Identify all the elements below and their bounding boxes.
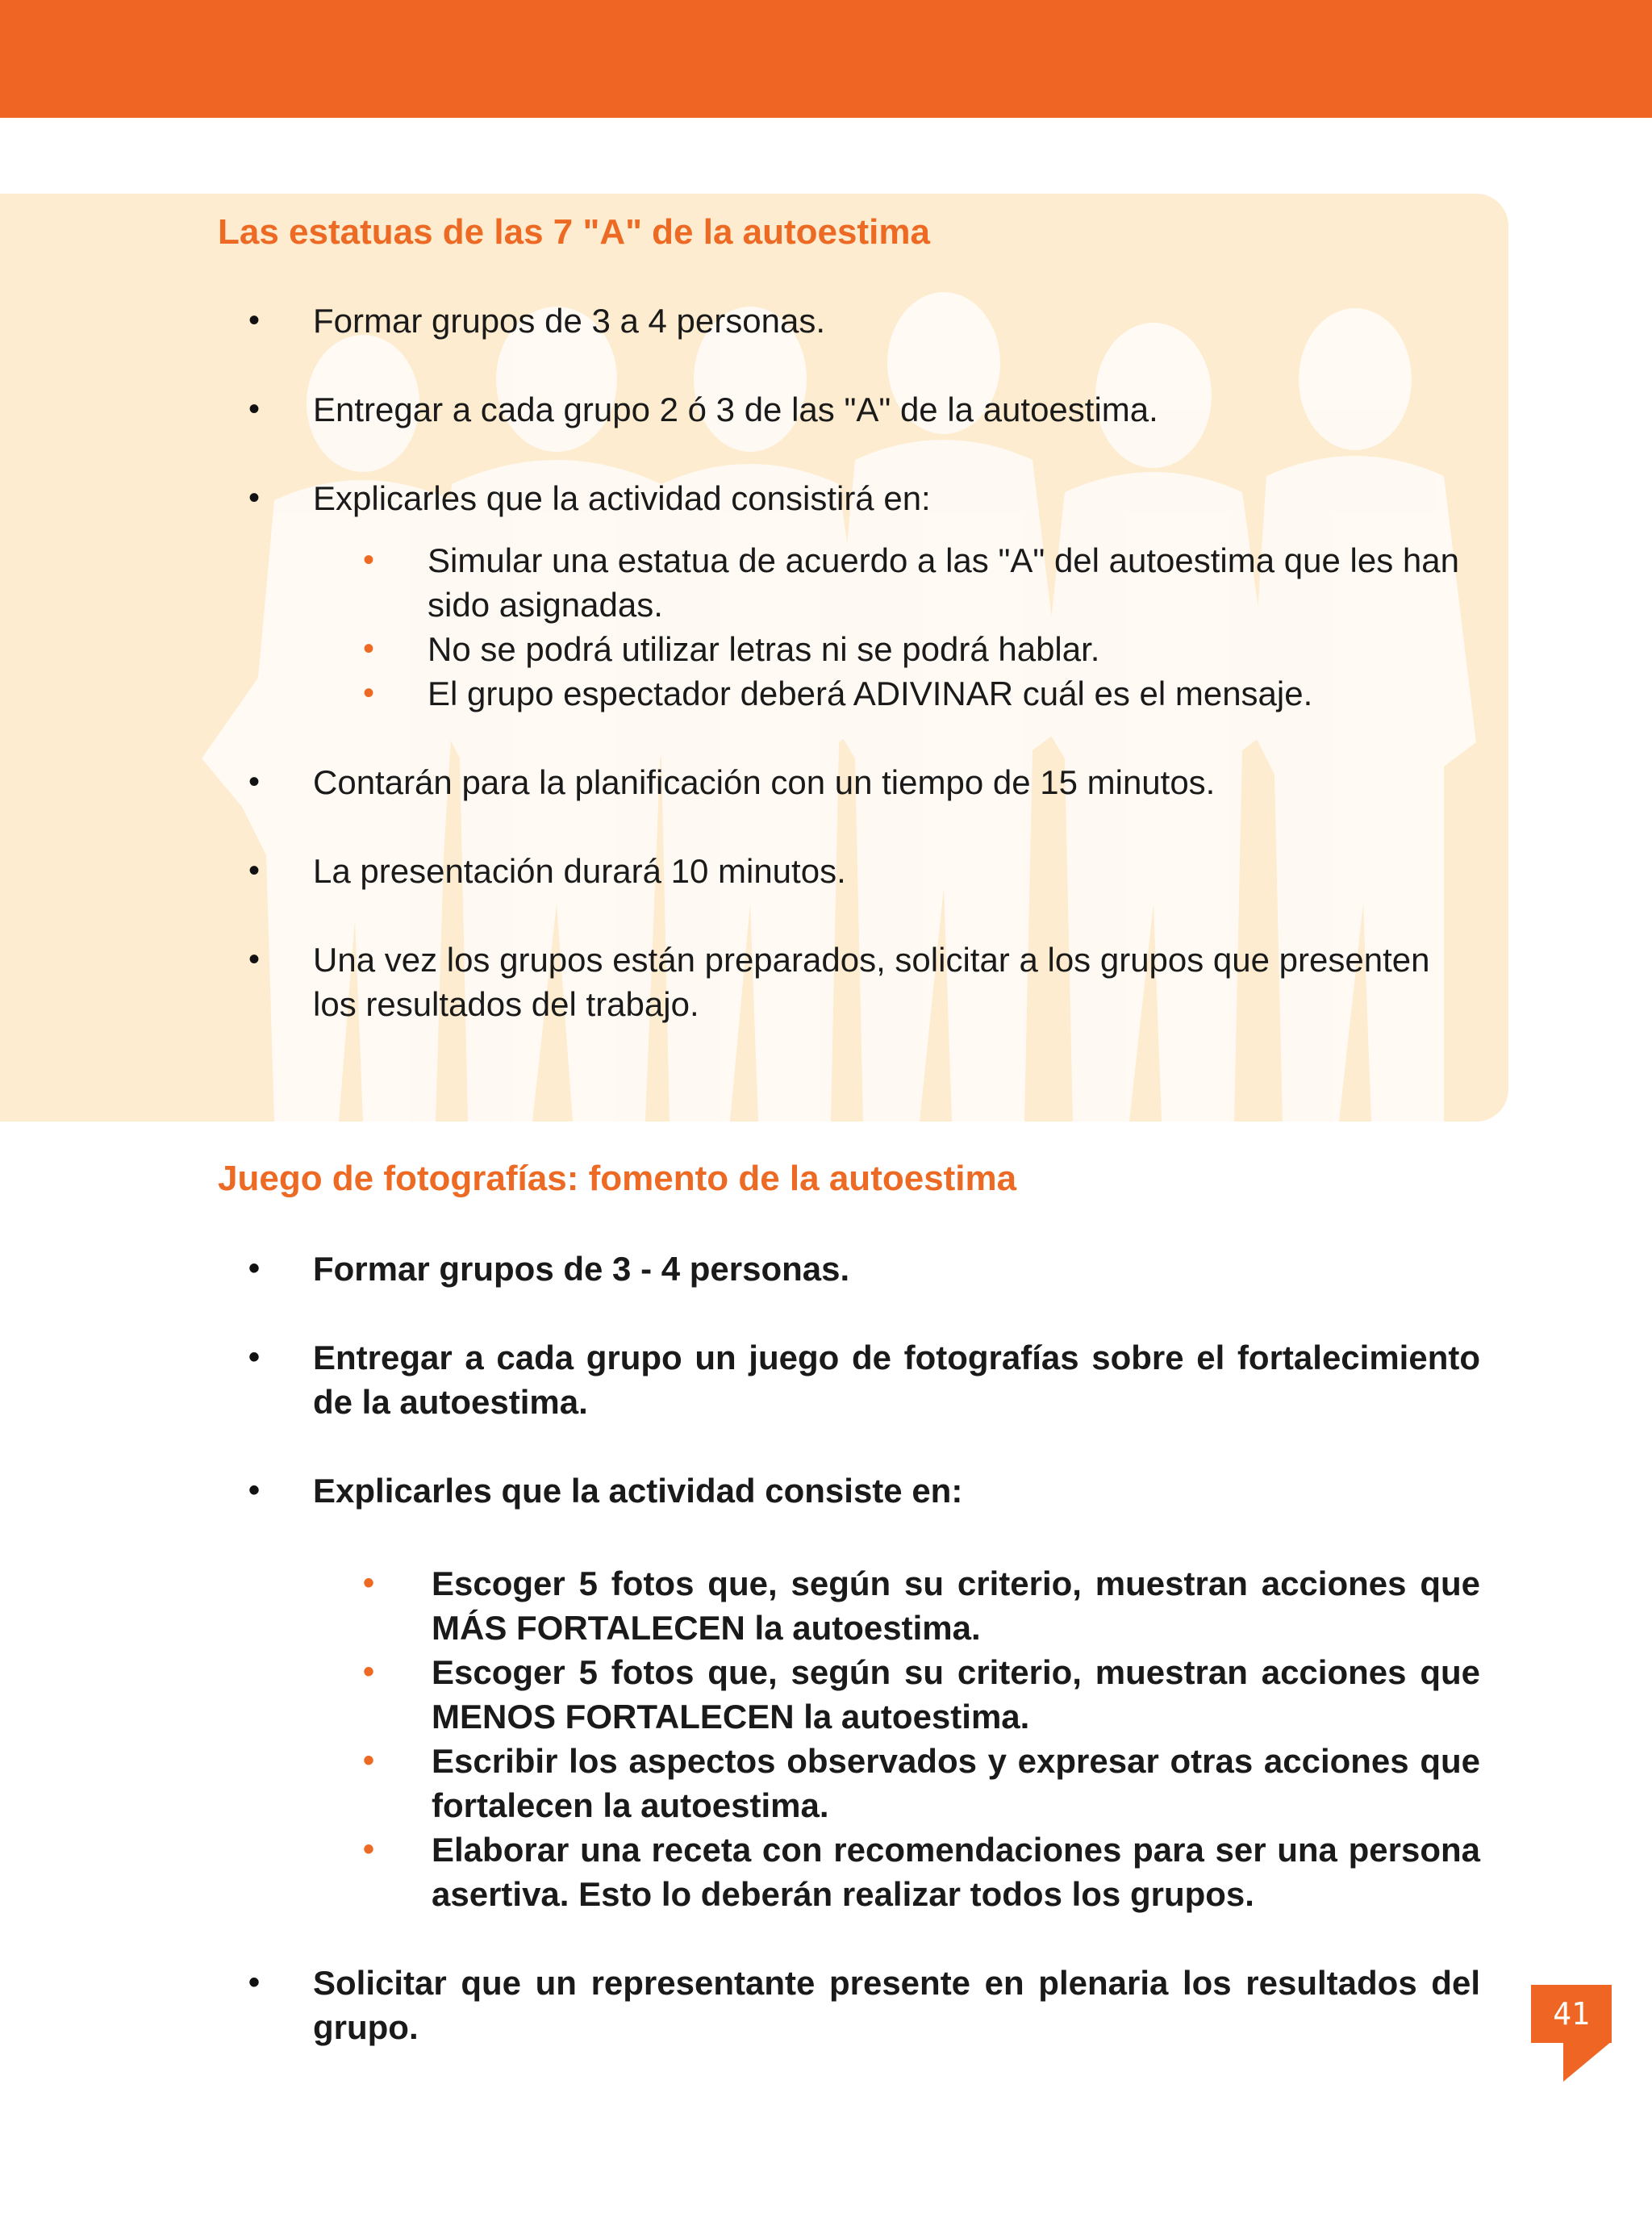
orange-bullet: • xyxy=(363,1832,375,1867)
list-item xyxy=(242,1468,1480,1916)
fotografias-steps-list xyxy=(242,1247,1480,2094)
orange-bullet: • xyxy=(363,631,375,666)
estatuas-steps-list xyxy=(242,299,1480,1071)
orange-bullet: • xyxy=(363,1743,375,1778)
bullet: • xyxy=(248,1472,260,1508)
sub-list xyxy=(313,1561,1480,1916)
sub-list-item xyxy=(242,627,1480,671)
sub-list-item xyxy=(242,671,1480,716)
bullet: • xyxy=(248,480,260,516)
bullet: • xyxy=(248,1339,260,1375)
item-text: Entregar a cada grupo un juego de fotografías sobre el fortalecimiento de la autoestima. xyxy=(313,1339,1480,1421)
sub-list-item xyxy=(242,538,1480,627)
sub-item-text: Simular una estatua de acuerdo a las "A" del autoestima que les han sido asignadas. xyxy=(428,541,1459,624)
bullet: • xyxy=(248,853,260,888)
item-text: Explicarles que la actividad consistirá en: xyxy=(313,479,931,517)
list-item xyxy=(242,1961,1480,2049)
orange-bullet: • xyxy=(363,1654,375,1690)
list-item xyxy=(242,476,1480,716)
item-text: Formar grupos de 3 - 4 personas. xyxy=(313,1250,850,1288)
orange-bullet: • xyxy=(363,542,375,578)
page-number-badge xyxy=(1531,1985,1612,2043)
item-text: Solicitar que un representante presente en plenaria los resultados del grupo. xyxy=(313,1964,1480,2046)
section-title-estatuas: Las estatuas de las 7 "A" de la autoestima xyxy=(218,212,930,252)
badge-tail-shape xyxy=(1563,2041,1612,2082)
sub-item-text: Escribir los aspectos observados y expresar otras acciones que fortalecen la autoestima. xyxy=(432,1742,1480,1824)
sub-item-text: Escoger 5 fotos que, según su criterio, muestran acciones que MÁS FORTALECEN la autoestima. xyxy=(432,1564,1480,1647)
list-item xyxy=(242,299,1480,343)
sub-list-item xyxy=(242,1739,1480,1827)
bullet: • xyxy=(248,1251,260,1286)
list-item xyxy=(242,938,1480,1026)
item-text: Formar grupos de 3 a 4 personas. xyxy=(313,302,826,340)
sub-item-text: El grupo espectador deberá ADIVINAR cuál es el mensaje. xyxy=(428,675,1313,712)
item-text: Entregar a cada grupo 2 ó 3 de las "A" de la autoestima. xyxy=(313,391,1158,428)
item-text: Explicarles que la actividad consiste en: xyxy=(313,1472,963,1510)
item-text: Contarán para la planificación con un tiempo de 15 minutos. xyxy=(313,763,1216,801)
bullet: • xyxy=(248,942,260,977)
item-text: Una vez los grupos están preparados, solicitar a los grupos que presenten los resultados del trabajo. xyxy=(313,941,1430,1023)
sub-list xyxy=(313,538,1480,716)
sub-list-item xyxy=(242,1650,1480,1739)
sub-list-item xyxy=(242,1561,1480,1650)
sub-list-item xyxy=(242,1827,1480,1916)
list-item xyxy=(242,387,1480,432)
list-item xyxy=(242,849,1480,893)
list-item xyxy=(242,760,1480,804)
sub-item-text: No se podrá utilizar letras ni se podrá hablar. xyxy=(428,630,1100,668)
item-text: La presentación durará 10 minutos. xyxy=(313,852,846,890)
list-item xyxy=(242,1247,1480,1291)
sub-item-text: Elaborar una receta con recomendaciones para ser una persona asertiva. Esto lo deberán realizar todos los grupos. xyxy=(432,1831,1480,1913)
bullet: • xyxy=(248,764,260,800)
top-orange-bar xyxy=(0,0,1652,118)
bullet: • xyxy=(248,391,260,427)
bullet: • xyxy=(248,303,260,338)
orange-bullet: • xyxy=(363,1565,375,1601)
bullet: • xyxy=(248,1965,260,2000)
section-title-fotografias: Juego de fotografías: fomento de la autoestima xyxy=(218,1159,1017,1198)
list-item xyxy=(242,1335,1480,1424)
sub-item-text: Escoger 5 fotos que, según su criterio, muestran acciones que MENOS FORTALECEN la autoestima. xyxy=(432,1653,1480,1736)
page-number: 41 xyxy=(1553,1996,1590,2032)
orange-bullet: • xyxy=(363,675,375,711)
